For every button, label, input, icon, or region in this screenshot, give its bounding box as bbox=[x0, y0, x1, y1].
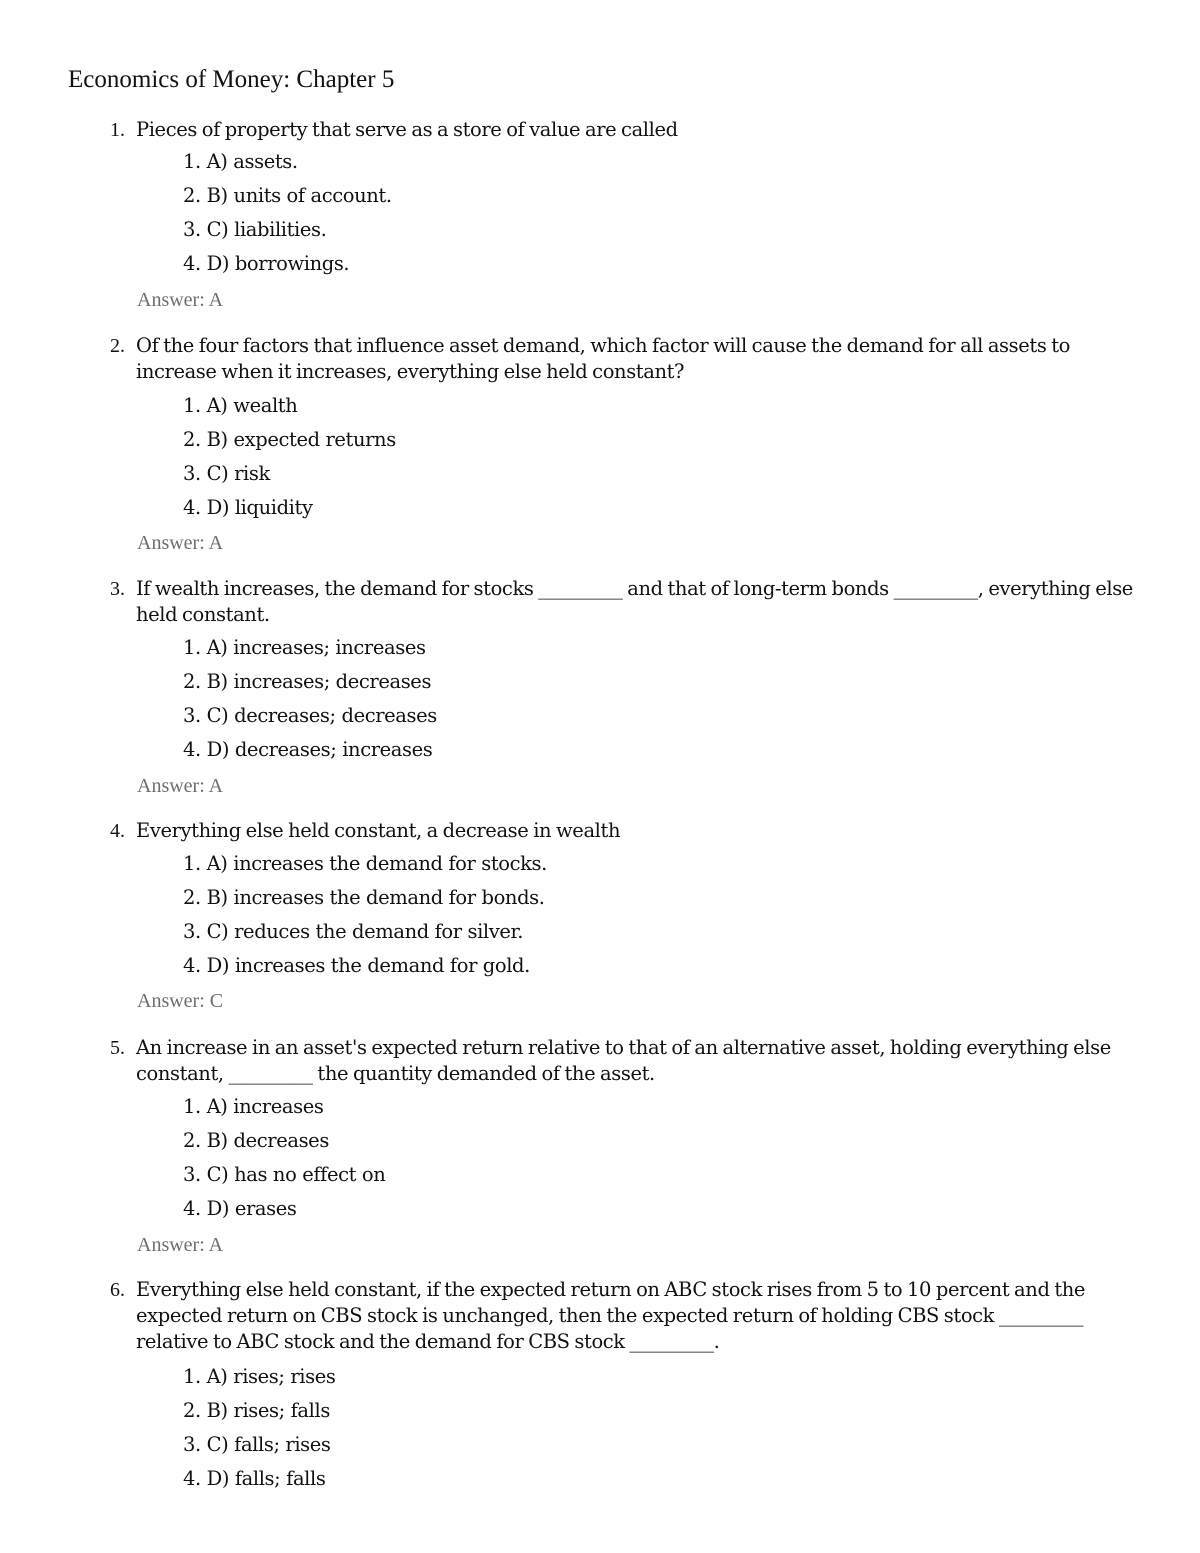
option-c: 3. C) decreases; decreases bbox=[183, 704, 437, 727]
option-b: 2. B) increases the demand for bonds. bbox=[183, 886, 545, 909]
option-d: 4. D) increases the demand for gold. bbox=[183, 954, 530, 977]
question-text: Everything else held constant, if the expected return on ABC stock rises from 5 to 10 percent and the expected return on CBS stock is unchanged, then the expected return of holding CBS stock _________ relative to ABC stock and the demand for CBS stock _________. bbox=[136, 1278, 1086, 1353]
options-list-4 bbox=[183, 851, 547, 987]
answer-3: Answer: A bbox=[137, 775, 224, 797]
question-number: 4. bbox=[110, 820, 125, 842]
option-c: 3. C) falls; rises bbox=[183, 1433, 331, 1456]
option-b: 2. B) expected returns bbox=[183, 428, 396, 451]
option-a: 1. A) wealth bbox=[183, 394, 298, 417]
option-a: 1. A) rises; rises bbox=[183, 1365, 336, 1388]
option-a: 1. A) increases the demand for stocks. bbox=[183, 852, 547, 875]
option-c: 3. C) reduces the demand for silver. bbox=[183, 920, 524, 943]
question-number: 6. bbox=[110, 1279, 125, 1301]
option-b: 2. B) rises; falls bbox=[183, 1399, 330, 1422]
option-d: 4. D) borrowings. bbox=[183, 252, 350, 275]
option-d: 4. D) liquidity bbox=[183, 496, 313, 519]
question-text: If wealth increases, the demand for stocks _________ and that of long-term bonds _________, everything else held constant. bbox=[136, 577, 1133, 626]
option-b: 2. B) decreases bbox=[183, 1129, 329, 1152]
option-c: 3. C) liabilities. bbox=[183, 218, 327, 241]
option-c: 3. C) has no effect on bbox=[183, 1163, 386, 1186]
option-a: 1. A) increases; increases bbox=[183, 636, 426, 659]
question-number: 5. bbox=[110, 1037, 125, 1059]
option-a: 1. A) increases bbox=[183, 1095, 324, 1118]
question-number: 3. bbox=[110, 578, 125, 600]
options-list-3 bbox=[183, 635, 437, 771]
option-c: 3. C) risk bbox=[183, 462, 270, 485]
question-text: Everything else held constant, a decrease in wealth bbox=[136, 819, 621, 842]
answer-2: Answer: A bbox=[137, 532, 224, 554]
options-list-2 bbox=[183, 393, 396, 529]
answer-5: Answer: A bbox=[137, 1234, 224, 1256]
answer-4: Answer: C bbox=[137, 990, 224, 1012]
question-text: Of the four factors that influence asset demand, which factor will cause the demand for all assets to increase when it increases, everything else held constant? bbox=[136, 334, 1071, 383]
document-title: Economics of Money: Chapter 5 bbox=[68, 66, 395, 93]
question-number: 2. bbox=[110, 335, 125, 357]
option-b: 2. B) increases; decreases bbox=[183, 670, 432, 693]
options-list-1 bbox=[183, 149, 392, 285]
question-text: Pieces of property that serve as a store of value are called bbox=[136, 118, 678, 141]
option-d: 4. D) erases bbox=[183, 1197, 297, 1220]
options-list-6 bbox=[183, 1364, 336, 1500]
options-list-5 bbox=[183, 1094, 385, 1230]
question-number: 1. bbox=[110, 119, 125, 141]
answer-1: Answer: A bbox=[137, 289, 224, 311]
option-d: 4. D) falls; falls bbox=[183, 1467, 326, 1490]
option-d: 4. D) decreases; increases bbox=[183, 738, 433, 761]
option-b: 2. B) units of account. bbox=[183, 184, 392, 207]
option-a: 1. A) assets. bbox=[183, 150, 298, 173]
question-text: An increase in an asset's expected return relative to that of an alternative asset, holding everything else constant, _________ the quantity demanded of the asset. bbox=[136, 1036, 1111, 1085]
